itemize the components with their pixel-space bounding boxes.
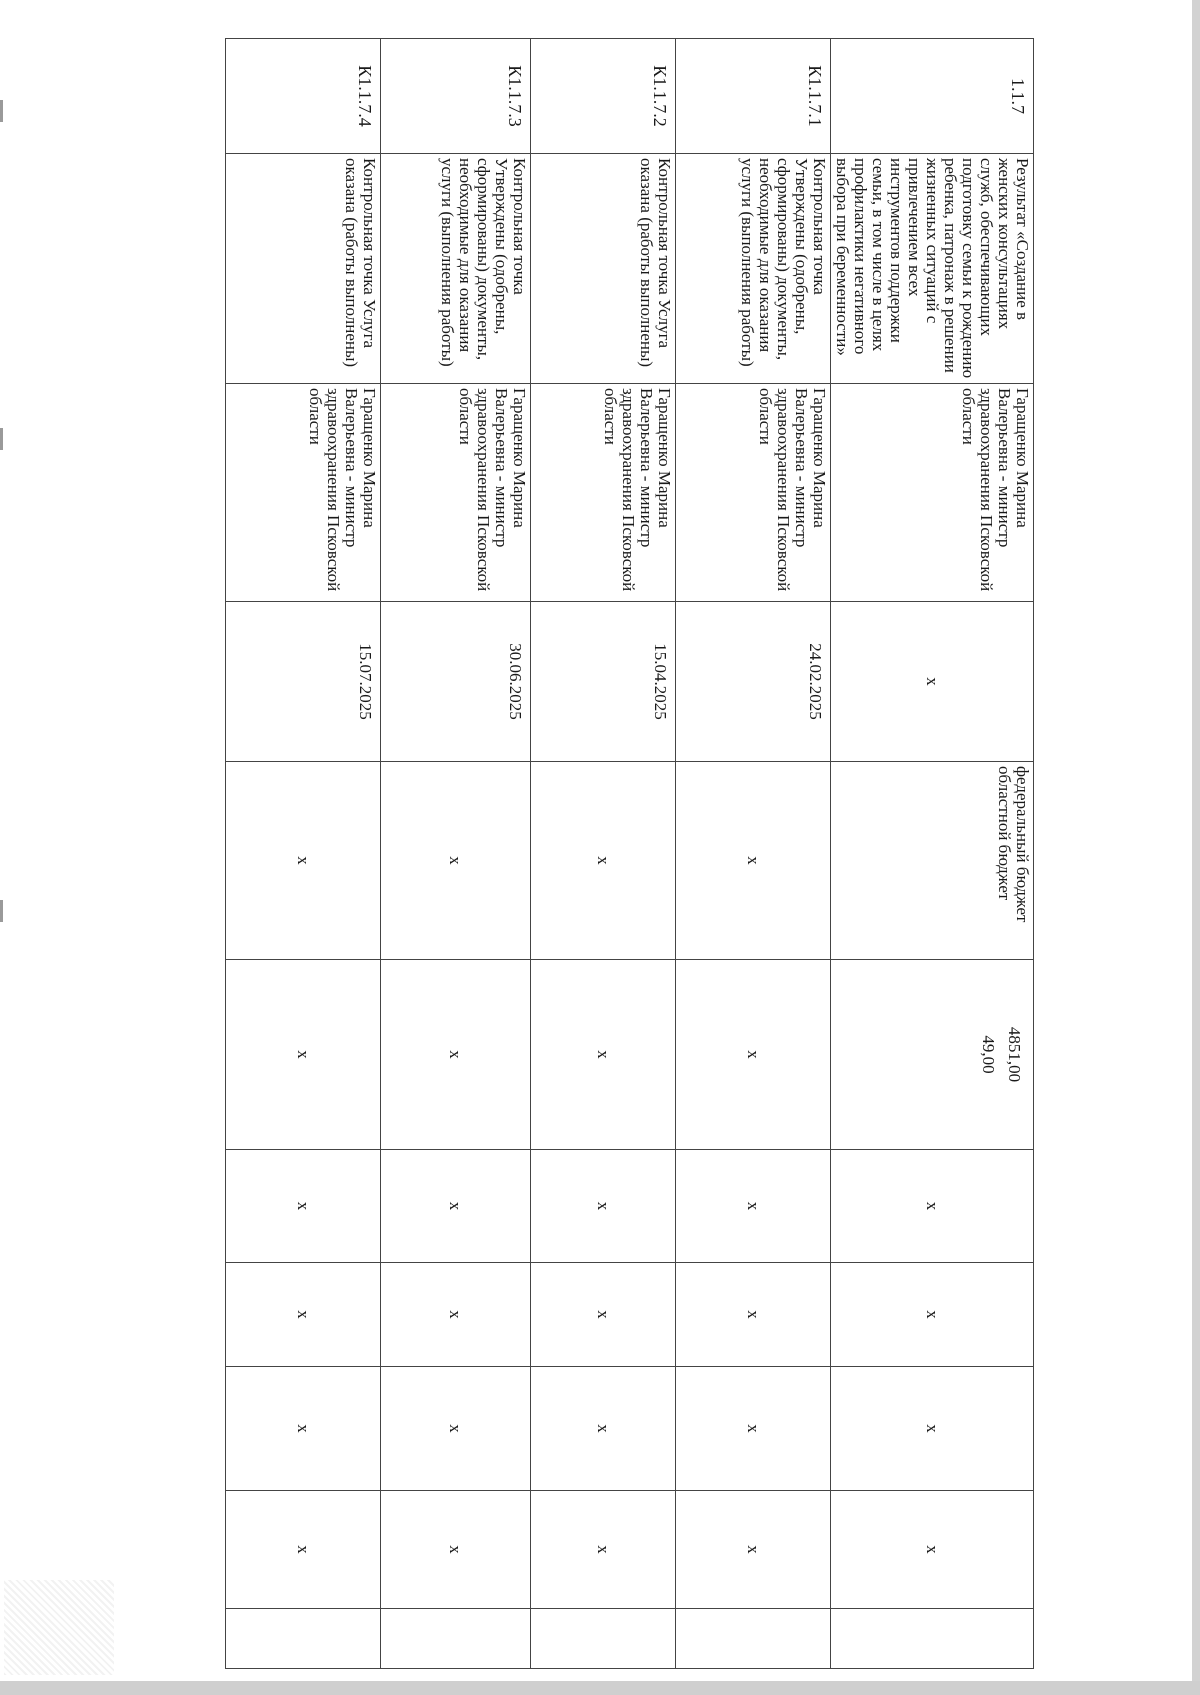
row-name: Результат «Создание в женских консультациях служб, обеспечивающих подготовку семьи к рождению ребенка, патронаж в решении жизненных ситуаций с привлечением всех инструментов поддержки семьи, в том числе в целях профилактики негативного выбора при беременности»	[831, 154, 1034, 384]
row-amount: x	[531, 960, 676, 1150]
row-amount	[831, 960, 1034, 1150]
row-col7: x	[831, 1150, 1034, 1263]
table-row	[226, 39, 381, 1669]
row-col8: x	[676, 1263, 831, 1367]
row-col7: x	[676, 1150, 831, 1263]
scan-edge-mark	[0, 100, 3, 122]
row-amount: x	[381, 960, 531, 1150]
row-code: К1.1.7.3	[381, 39, 531, 154]
row-col10: x	[831, 1491, 1034, 1609]
row-source-1: федеральный бюджет	[1013, 766, 1032, 923]
row-col7: x	[226, 1150, 381, 1263]
row-col10: x	[381, 1491, 531, 1609]
row-name: Контрольная точка Утверждены (одобрены, сформированы) документы, необходимые для оказания услуги (выполнения работы)	[381, 154, 531, 384]
row-amount-2: 49,00	[979, 1035, 998, 1074]
row-date: 15.07.2025	[226, 602, 381, 762]
row-source: x	[381, 762, 531, 960]
scan-edge-mark	[0, 900, 3, 922]
row-extra	[381, 1609, 531, 1669]
scan-edge-right	[1192, 0, 1200, 1695]
table-row	[531, 39, 676, 1669]
row-source-2: областной бюджет	[995, 766, 1014, 901]
row-name: Контрольная точка Услуга оказана (работы выполнены)	[531, 154, 676, 384]
table-row	[676, 39, 831, 1669]
row-col9: x	[531, 1367, 676, 1491]
row-amount: x	[676, 960, 831, 1150]
row-date: 15.04.2025	[531, 602, 676, 762]
row-source: x	[226, 762, 381, 960]
scan-edge-bottom	[0, 1681, 1200, 1695]
row-code: 1.1.7	[831, 39, 1034, 154]
row-col8: x	[381, 1263, 531, 1367]
row-extra	[676, 1609, 831, 1669]
row-responsible: Гаращенко Марина Валерьевна - министр здравоохранения Псковской области	[381, 384, 531, 602]
scan-edge-mark	[0, 428, 3, 450]
row-code: К1.1.7.2	[531, 39, 676, 154]
row-code: К1.1.7.1	[676, 39, 831, 154]
row-col9: x	[831, 1367, 1034, 1491]
row-col7: x	[531, 1150, 676, 1263]
row-col8: x	[831, 1263, 1034, 1367]
row-source: x	[531, 762, 676, 960]
row-source	[831, 762, 1034, 960]
table-row	[381, 39, 531, 1669]
rotated-document-page	[96, 38, 1034, 1568]
row-col9: x	[226, 1367, 381, 1491]
row-col8: x	[226, 1263, 381, 1367]
row-amount-1: 4851,00	[1005, 1026, 1024, 1083]
row-responsible: Гаращенко Марина Валерьевна - министр здравоохранения Псковской области	[531, 384, 676, 602]
row-col9: x	[381, 1367, 531, 1491]
scan-noise	[4, 1580, 114, 1675]
row-extra	[531, 1609, 676, 1669]
row-col10: x	[226, 1491, 381, 1609]
row-name: Контрольная точка Утверждены (одобрены, сформированы) документы, необходимые для оказания услуги (выполнения работы)	[676, 154, 831, 384]
row-responsible: Гаращенко Марина Валерьевна - министр здравоохранения Псковской области	[676, 384, 831, 602]
row-extra	[831, 1609, 1034, 1669]
row-col7: x	[381, 1150, 531, 1263]
table-row	[831, 39, 1034, 1669]
row-name: Контрольная точка Услуга оказана (работы выполнены)	[226, 154, 381, 384]
row-col10: x	[531, 1491, 676, 1609]
row-extra	[226, 1609, 381, 1669]
row-responsible: Гаращенко Марина Валерьевна - министр здравоохранения Псковской области	[831, 384, 1034, 602]
row-date: 24.02.2025	[676, 602, 831, 762]
plan-table	[225, 38, 1034, 1669]
row-date: x	[831, 602, 1034, 762]
row-date: 30.06.2025	[381, 602, 531, 762]
row-source: x	[676, 762, 831, 960]
row-col9: x	[676, 1367, 831, 1491]
row-code: К1.1.7.4	[226, 39, 381, 154]
row-responsible: Гаращенко Марина Валерьевна - министр здравоохранения Псковской области	[226, 384, 381, 602]
row-col8: x	[531, 1263, 676, 1367]
row-amount: x	[226, 960, 381, 1150]
row-col10: x	[676, 1491, 831, 1609]
